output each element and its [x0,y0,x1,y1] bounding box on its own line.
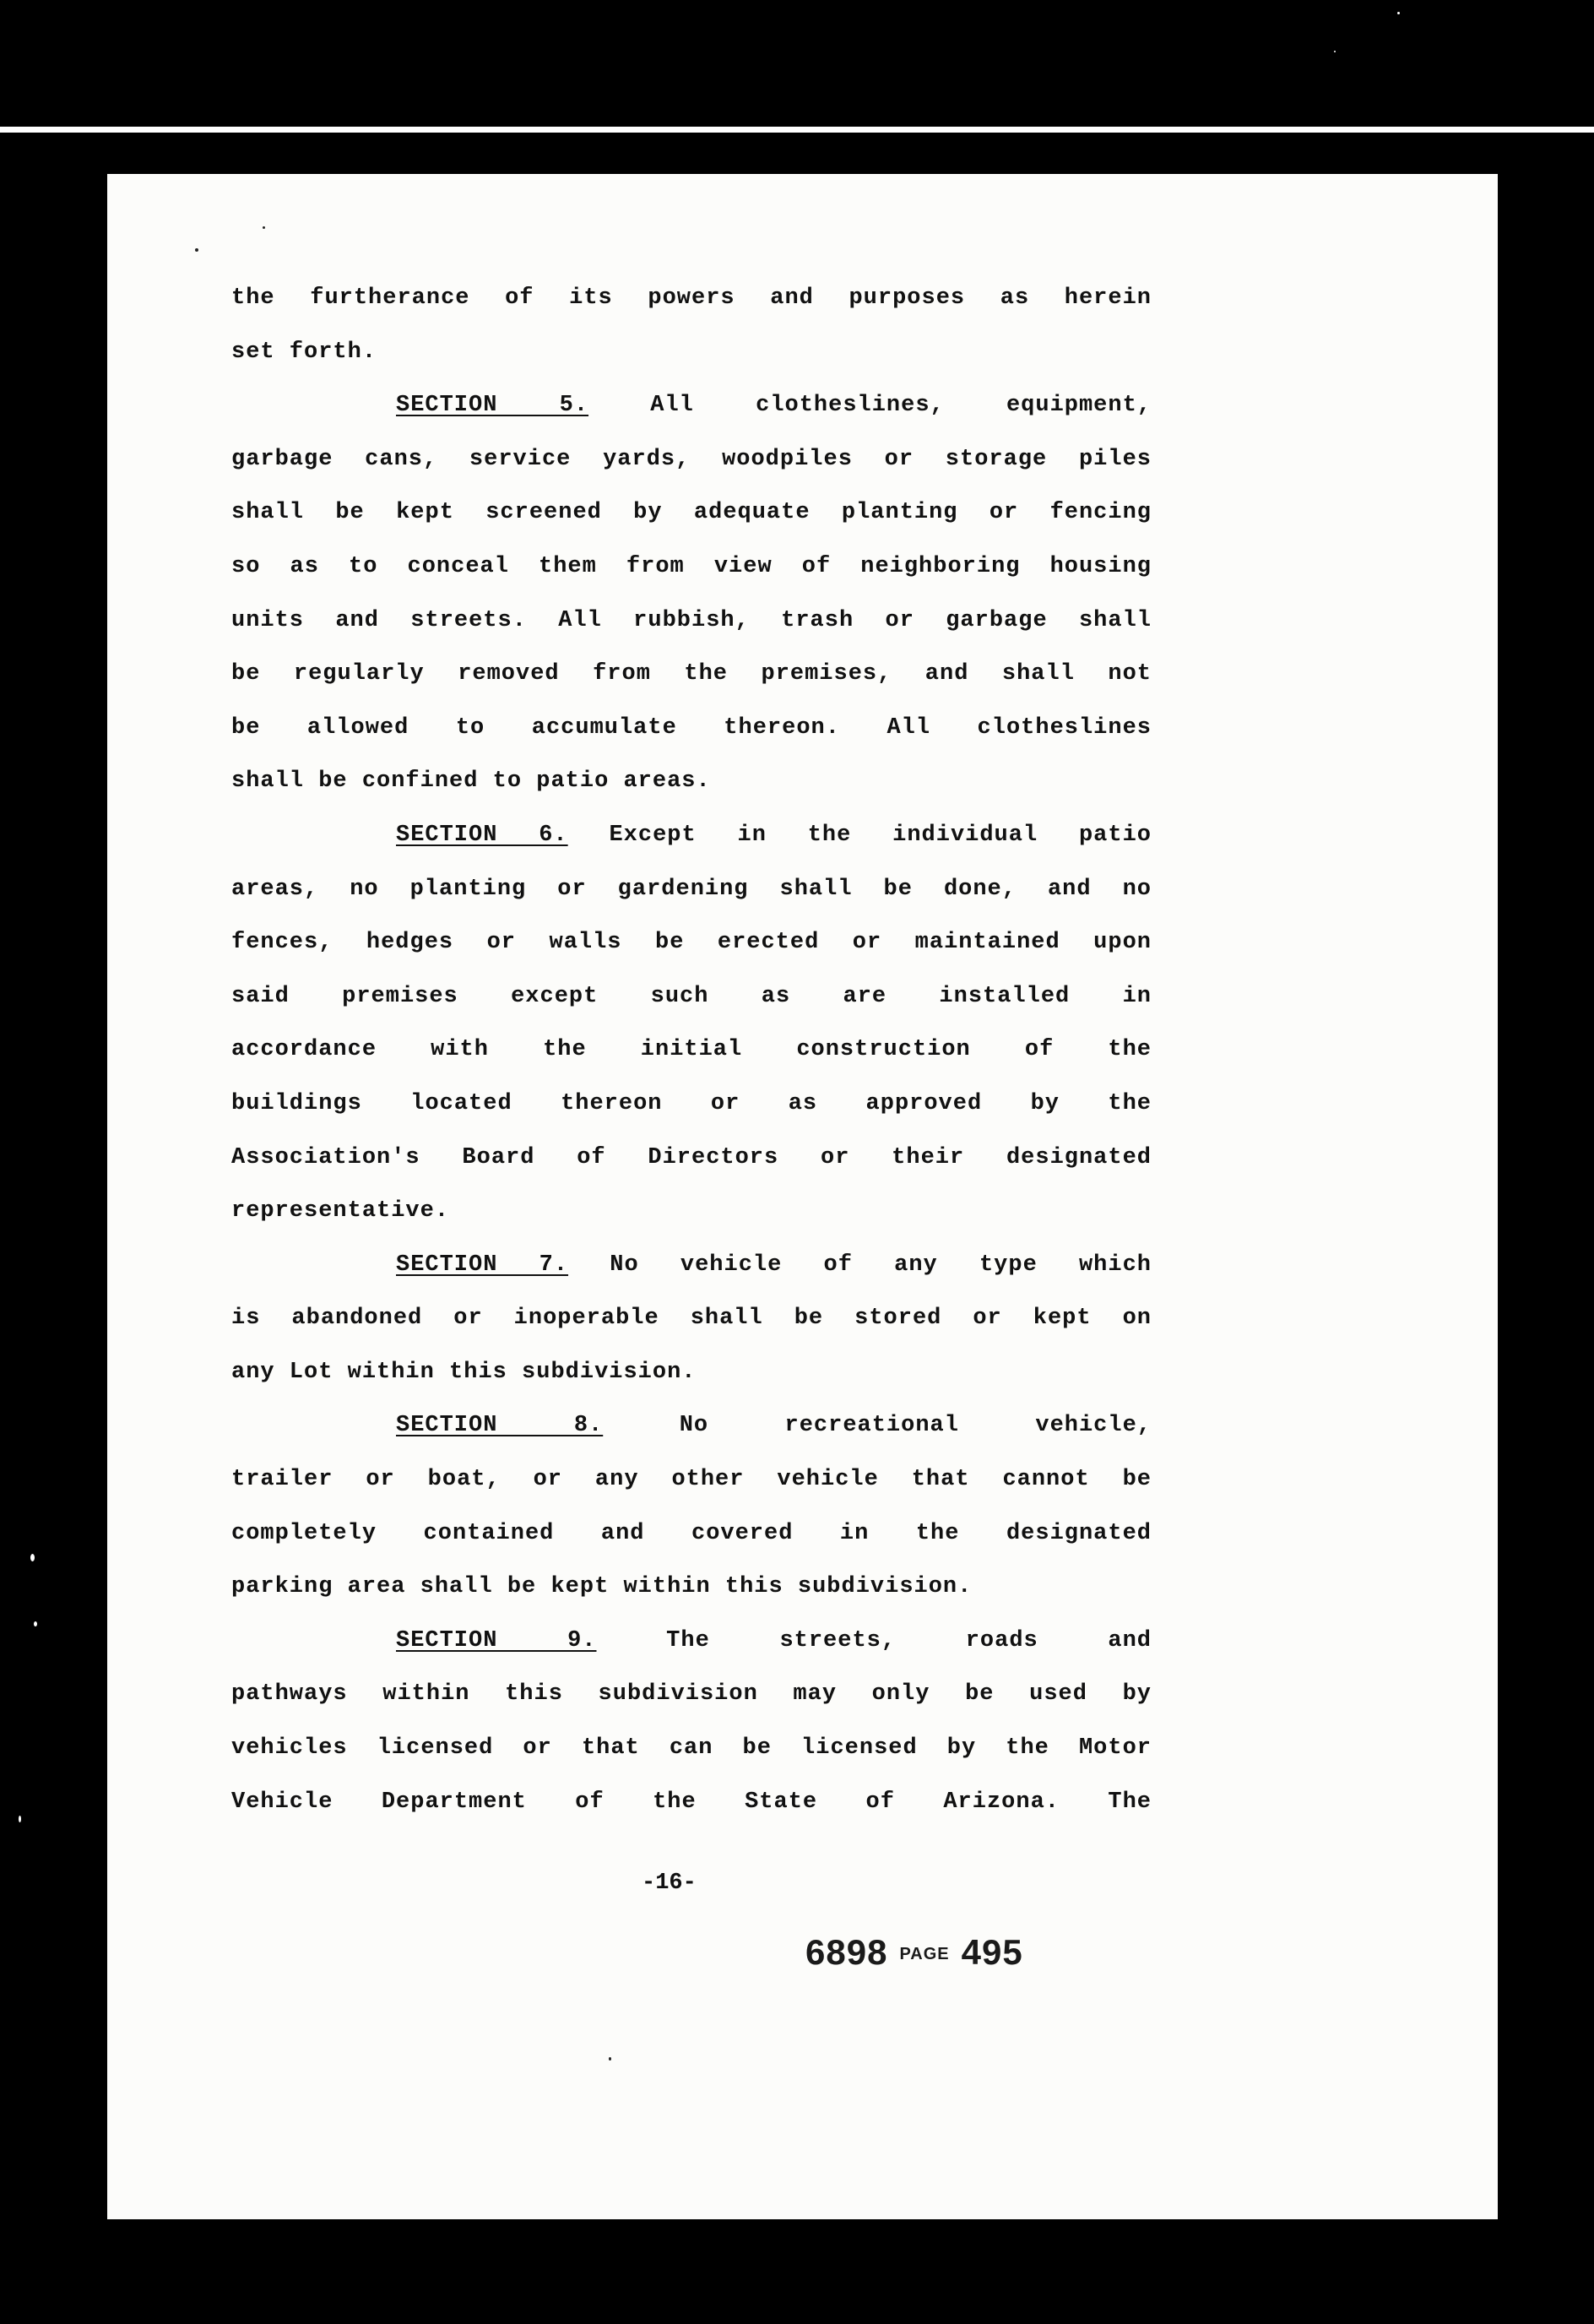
text-line: shall be kept screened by adequate planting or fencing [231,500,1152,526]
section-5-first-line [231,379,1152,433]
page-number: -16- [642,1871,697,1896]
stamp-page-label: PAGE [899,1945,950,1964]
section-6-heading: SECTION 6. [396,822,568,848]
text-line: accordance with the initial construction of the [231,1037,1152,1063]
scan-speck [19,1816,21,1822]
body-text [231,272,1152,1829]
text-line: any Lot within this subdivision. [231,1359,697,1385]
text-line: said premises except such as are installed in [231,983,1152,1009]
text-line: pathways within this subdivision may only be used by [231,1681,1152,1708]
scan-speck [609,2057,611,2061]
text-line: be allowed to accumulate thereon. All clotheslines [231,714,1152,741]
text-span: No recreational vehicle, [679,1413,1152,1439]
section-8-first-line [231,1399,1152,1453]
text-span: No vehicle of any type which [610,1252,1152,1278]
text-line: Association's Board of Directors or their designated [231,1144,1152,1170]
text-line: garbage cans, service yards, woodpiles or storage piles [231,446,1152,472]
section-7-heading: SECTION 7. [396,1252,569,1278]
section-7-first-line [231,1239,1152,1293]
text-line: units and streets. All rubbish, trash or garbage shall [231,607,1152,633]
stamp-page-number: 495 [961,1932,1023,1972]
text-line: the furtherance of its powers and purposes as herein [231,285,1152,311]
text-line: be regularly removed from the premises, and shall not [231,661,1152,687]
text-line: buildings located thereon or as approved by the [231,1090,1152,1116]
text-line: so as to conceal them from view of neighboring housing [231,553,1152,579]
section-5-heading: SECTION 5. [396,393,589,419]
text-line: is abandoned or inoperable shall be stored or kept on [231,1306,1152,1332]
text-line: trailer or boat, or any other vehicle that cannot be [231,1467,1152,1493]
scan-edge-streak [0,127,1594,133]
text-line: set forth. [231,339,377,365]
text-line: fences, hedges or walls be erected or maintained upon [231,930,1152,956]
text-line: representative. [231,1198,450,1224]
text-line: shall be confined to patio areas. [231,768,711,795]
docket-number: 6898 [805,1932,888,1972]
section-6-first-line [231,809,1152,863]
text-line: Vehicle Department of the State of Arizona. The [231,1789,1152,1815]
text-line: completely contained and covered in the designated [231,1520,1152,1546]
text-line: vehicles licensed or that can be licensed by the Motor [231,1735,1152,1762]
text-span: All clotheslines, equipment, [650,393,1152,419]
text-span: The streets, roads and [666,1627,1152,1653]
text-line: parking area shall be kept within this subdivision. [231,1574,973,1600]
scan-speck [1334,51,1336,52]
text-span: Except in the individual patio [609,822,1152,848]
scan-speck [195,248,198,252]
scan-speck [34,1621,37,1626]
section-9-first-line [231,1615,1152,1669]
section-9-heading: SECTION 9. [396,1627,597,1653]
scan-speck [263,226,265,229]
section-8-heading: SECTION 8. [396,1413,604,1439]
recording-stamp [805,1932,1023,1973]
text-line: areas, no planting or gardening shall be done, and no [231,876,1152,902]
scan-speck [30,1554,35,1561]
scan-speck [1397,12,1400,14]
